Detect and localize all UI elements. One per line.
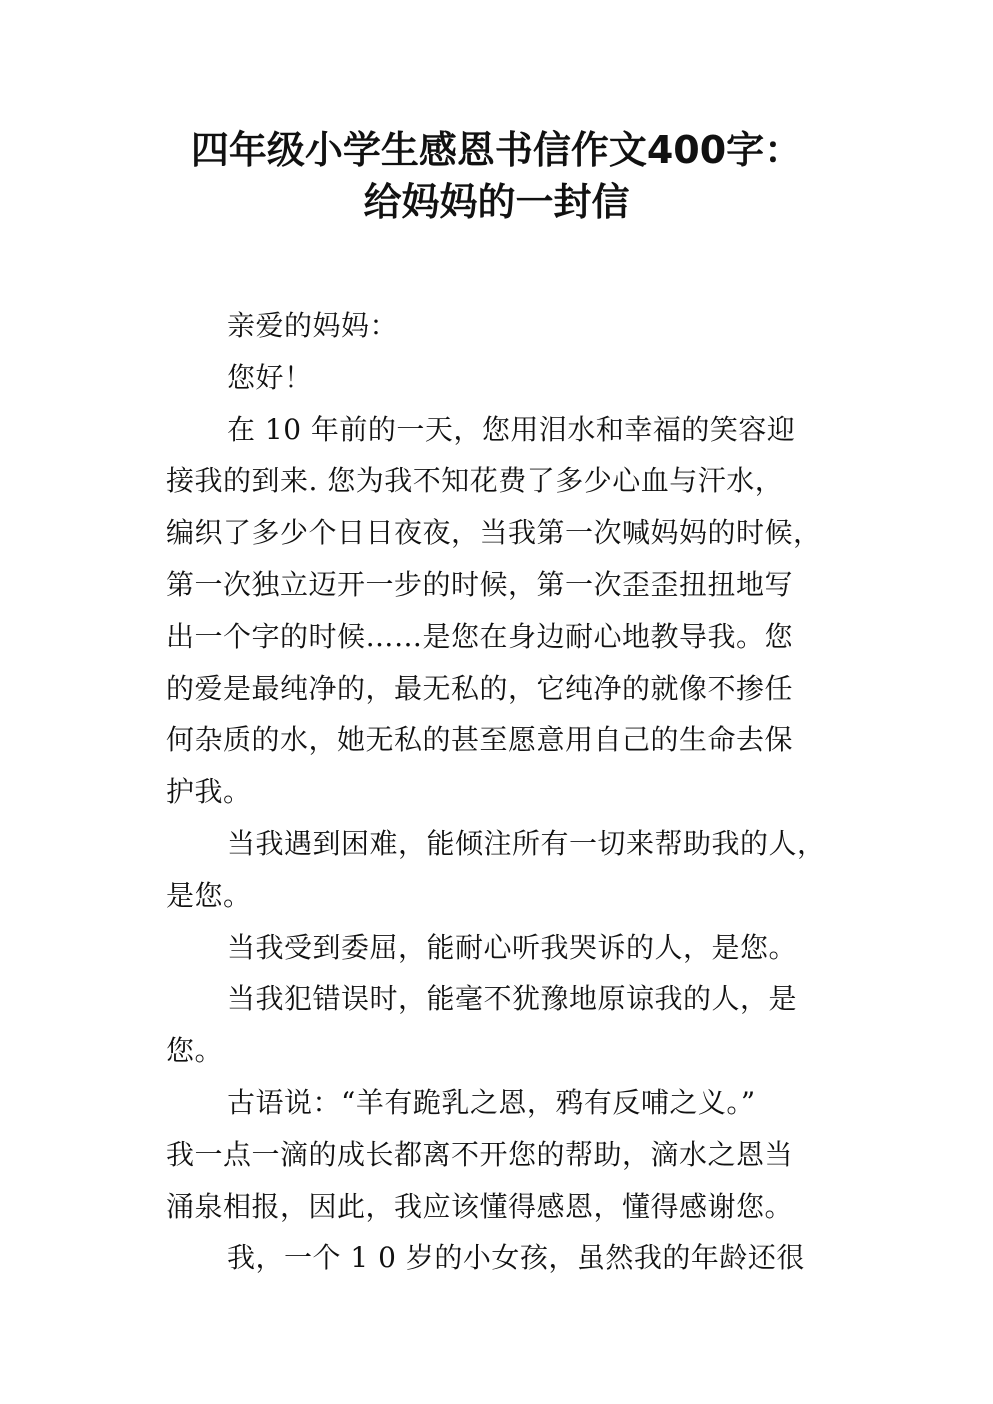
body-text-line: 涌泉相报，因此，我应该懂得感恩，懂得感谢您。 <box>166 1189 794 1223</box>
document-title-line-1: 四年级小学生感恩书信作文400字： <box>190 128 803 172</box>
body-text-line: 古语说：“羊有跪乳之恩，鸦有反哺之义。” <box>227 1085 756 1119</box>
body-text-line: 是您。 <box>166 878 252 912</box>
body-text-line: 接我的到来. 您为我不知花费了多少心血与汗水， <box>166 464 784 498</box>
body-text-line: 在 10 年前的一天，您用泪水和幸福的笑容迎 <box>227 412 796 446</box>
body-text-line: 我，一个 1 0 岁的小女孩，虽然我的年龄还很 <box>227 1241 805 1275</box>
body-text-line: 当我犯错误时，能毫不犹豫地原谅我的人，是 <box>227 982 798 1016</box>
body-text-line: 的爱是最纯净的，最无私的，它纯净的就像不掺任 <box>166 671 794 705</box>
body-text-line: 出一个字的时候……是您在身边耐心地教导我。您 <box>166 619 794 653</box>
body-text-line: 第一次独立迈开一步的时候，第一次歪歪扭扭地写 <box>166 567 794 601</box>
body-text-line: 当我遇到困难，能倾注所有一切来帮助我的人， <box>227 826 826 860</box>
body-text-line: 护我。 <box>166 775 252 809</box>
body-text-line: 您。 <box>166 1034 224 1068</box>
letter-body <box>166 300 846 1284</box>
body-text-line: 编织了多少个日日夜夜，当我第一次喊妈妈的时候， <box>166 516 822 550</box>
document-title-line-2: 给妈妈的一封信 <box>363 180 630 224</box>
body-text-line: 亲爱的妈妈： <box>227 309 399 342</box>
body-text-line: 当我受到委屈，能耐心听我哭诉的人，是您。 <box>227 930 798 964</box>
body-text-line: 何杂质的水，她无私的甚至愿意用自己的生命去保 <box>166 723 794 757</box>
body-text-line: 您好！ <box>227 360 313 394</box>
body-text-line: 我一点一滴的成长都离不开您的帮助，滴水之恩当 <box>166 1137 794 1171</box>
